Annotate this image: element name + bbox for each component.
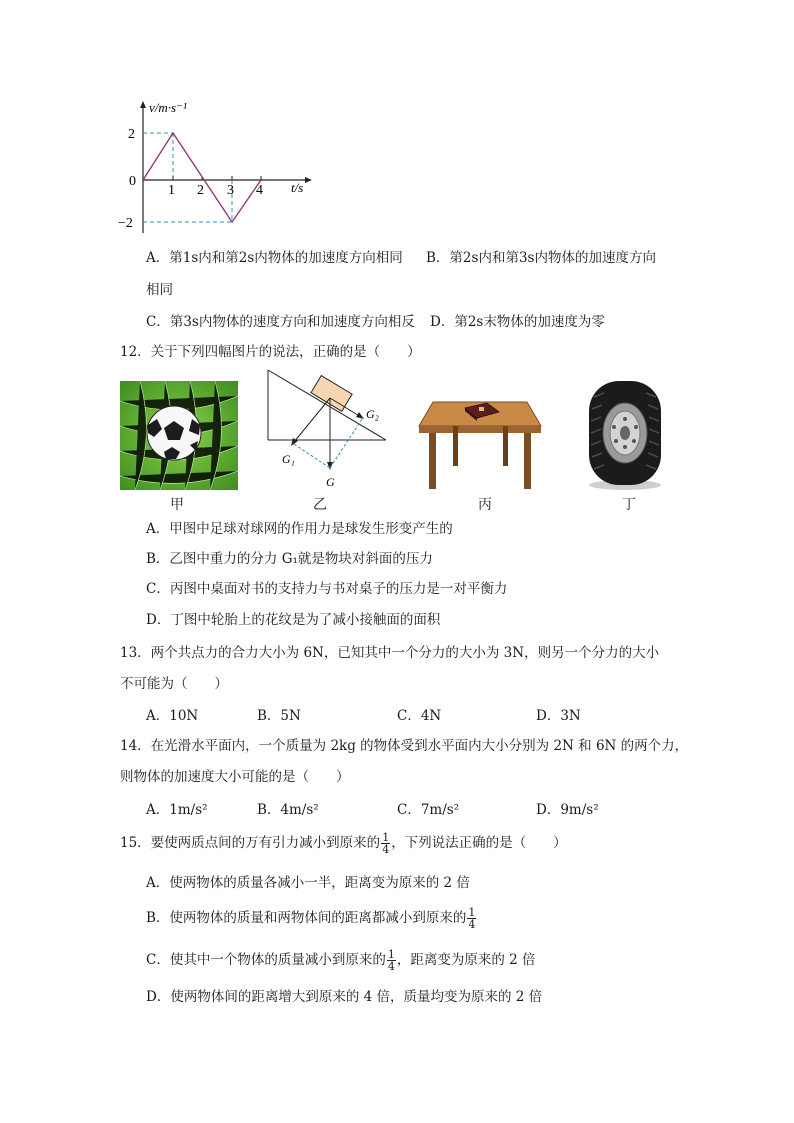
velocity-curve — [143, 133, 261, 222]
q13-option-d: D．3N — [536, 708, 581, 724]
g-label: G — [326, 475, 335, 489]
q14-option-c: C．7m/s² — [397, 802, 460, 818]
q11-option-c: C．第3s内物体的速度方向和加速度方向相反 — [146, 314, 415, 330]
velocity-time-graph — [112, 95, 322, 240]
q15-option-d: D．使两物体间的距离增大到原来的 4 倍，质量均变为原来的 2 倍 — [146, 989, 543, 1005]
q15-frac-den: 4 — [382, 843, 390, 856]
q13-stem-line1: 13．两个共点力的合力大小为 6N，已知其中一个分力的大小为 3N，则另一个分力的大小 — [120, 645, 660, 661]
q11-option-d: D．第2s末物体的加速度为零 — [430, 314, 605, 330]
q15-b-frac-num: 1 — [468, 906, 476, 919]
q13-option-a: A．10N — [146, 708, 199, 724]
x-tick-3: 3 — [227, 183, 234, 198]
q12-option-d: D．丁图中轮胎上的花纹是为了减小接触面的面积 — [146, 612, 441, 628]
q15-c-frac-den: 4 — [387, 960, 395, 973]
q14-stem-line1: 14．在光滑水平面内，一个质量为 2kg 的物体受到水平面内大小分别为 2N 和 6N 的两个力， — [120, 738, 689, 754]
x-tick-4: 4 — [256, 183, 263, 198]
q12-option-b: B．乙图中重力的分力 G₁就是物块对斜面的压力 — [146, 551, 433, 567]
x-tick-1: 1 — [168, 183, 175, 198]
q14-option-a: A．1m/s² — [146, 802, 208, 818]
caption-bing: 丙 — [478, 497, 492, 513]
g1-label: G₁ — [282, 452, 295, 466]
t-axis-arrow — [305, 177, 312, 183]
y-axis-label: v/m·s⁻¹ — [149, 100, 187, 115]
q12-stem: 12．关于下列四幅图片的说法，正确的是（ ） — [120, 344, 421, 360]
y-tick-0: 0 — [129, 174, 136, 189]
q15-fraction — [381, 832, 390, 855]
q15-c-frac-num: 1 — [387, 948, 395, 961]
q15-frac-num: 1 — [382, 831, 390, 844]
q15-stem — [120, 832, 567, 855]
q15-stem-pre: 15．要使两质点间的万有引力减小到原来的 — [120, 835, 381, 851]
caption-yi: 乙 — [313, 497, 327, 513]
q15-b-frac-den: 4 — [468, 918, 476, 931]
table-with-book-image — [415, 390, 545, 492]
q15-option-b — [146, 907, 477, 930]
q14-option-d: D．9m/s² — [536, 802, 599, 818]
q14-stem-line2: 则物体的加速度大小可能的是（ ） — [120, 769, 350, 785]
soccer-ball-image — [120, 381, 238, 490]
incline-diagram — [262, 366, 392, 492]
q15-option-c-fraction — [387, 949, 396, 972]
q11-option-a: A．第1s内和第2s内物体的加速度方向相同 — [146, 250, 403, 266]
x-tick-2: 2 — [197, 183, 204, 198]
q15-stem-post: ，下列说法正确的是（ ） — [391, 835, 567, 851]
v-axis-arrow — [140, 101, 146, 108]
q15-option-c — [146, 949, 536, 972]
x-axis-label: t/s — [291, 180, 304, 195]
q15-option-b-text: B．使两物体的质量和两物体间的距离都减小到原来的 — [146, 910, 467, 926]
q15-option-c-pre: C．使其中一个物体的质量减小到原来的 — [146, 952, 386, 968]
q13-option-b: B．5N — [257, 708, 301, 724]
caption-ding: 丁 — [622, 497, 636, 513]
caption-jia: 甲 — [170, 497, 184, 513]
tire-image — [584, 377, 666, 491]
q14-option-b: B．4m/s² — [257, 802, 319, 818]
q11-option-b: B．第2s内和第3s内物体的加速度方向 — [426, 250, 656, 266]
q13-stem-line2: 不可能为（ ） — [120, 676, 228, 692]
q15-option-c-post: ，距离变为原来的 2 倍 — [396, 952, 536, 968]
q13-option-c: C．4N — [397, 708, 442, 724]
q12-option-c: C．丙图中桌面对书的支持力与书对桌子的压力是一对平衡力 — [146, 581, 508, 597]
q12-option-a: A．甲图中足球对球网的作用力是球发生形变产生的 — [146, 521, 453, 537]
y-tick-2: 2 — [128, 127, 135, 142]
g2-label: G₂ — [366, 407, 379, 421]
y-tick-neg2: −2 — [118, 216, 133, 231]
q15-option-a: A．使两物体的质量各减小一半，距离变为原来的 2 倍 — [146, 875, 470, 891]
q11-option-b-cont: 相同 — [146, 282, 173, 298]
q15-option-b-fraction — [467, 907, 476, 930]
